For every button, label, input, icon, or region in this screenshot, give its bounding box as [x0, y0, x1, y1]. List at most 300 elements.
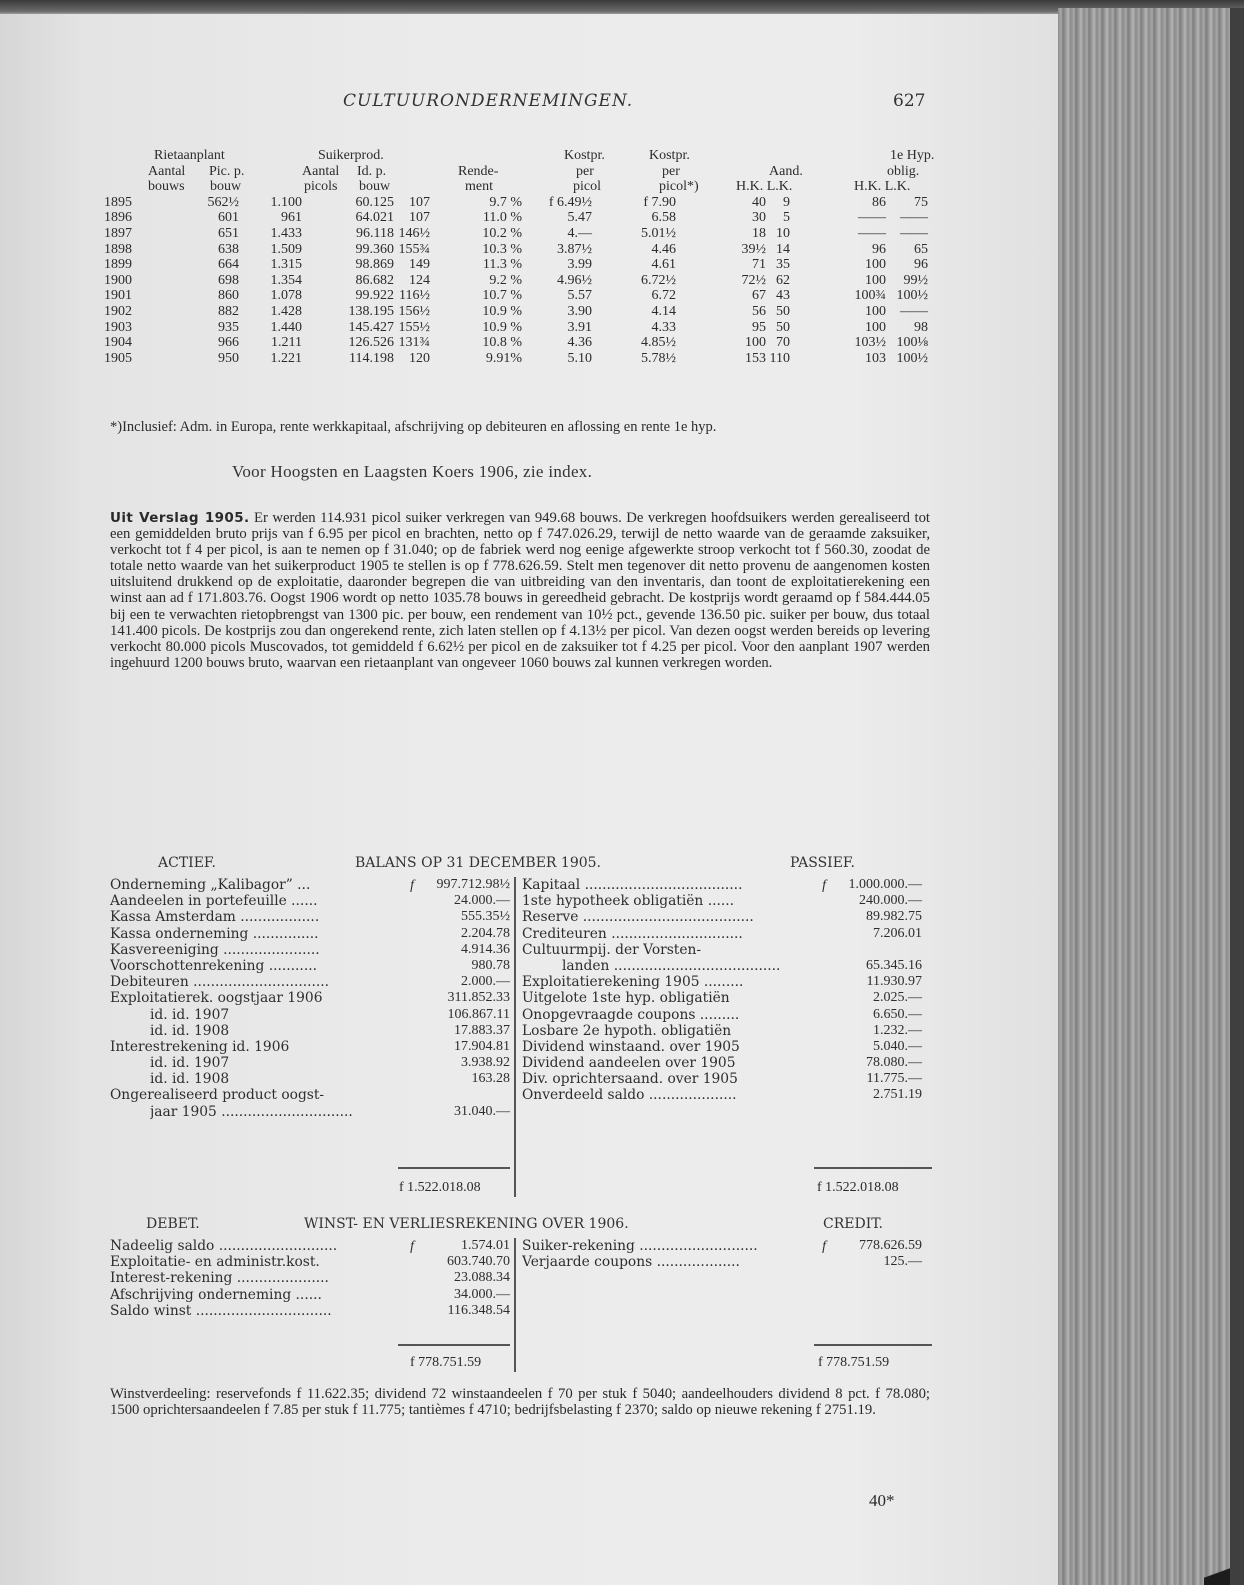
table-cell: 120 — [409, 350, 430, 366]
ledger-row — [522, 1039, 922, 1055]
table-cell: 100⅛ — [896, 335, 928, 351]
ledger-label: Kassa onderneming ............... — [110, 925, 319, 942]
table-cell: 43 — [776, 288, 790, 304]
table-cell: 65 — [914, 241, 928, 257]
row-year: 1895 — [104, 194, 132, 210]
table-cell: 1.440 — [270, 319, 302, 335]
ledger-amount: 106.867.11 — [447, 1006, 510, 1022]
table-cell: 6.72 — [651, 288, 676, 304]
annual-report-paragraph — [110, 510, 930, 671]
table-cell: 155½ — [398, 319, 430, 335]
table-cell: 966 — [218, 335, 239, 351]
table-cell: 98 — [914, 319, 928, 335]
currency-symbol: f — [822, 1238, 826, 1253]
table-cell: 14 — [776, 241, 790, 257]
header-hk-lk: H.K. L.K. — [736, 179, 793, 195]
table-cell: 103 — [865, 350, 886, 366]
table-row — [104, 195, 940, 211]
table-cell: 4.33 — [651, 319, 676, 335]
header-hk-lk-2: H.K. L.K. — [854, 179, 911, 195]
table-cell: 96.118 — [356, 225, 394, 241]
ledger-row — [110, 1104, 510, 1120]
ledger-amount: 7.206.01 — [873, 925, 922, 941]
table-row — [104, 304, 940, 320]
balance-passief-list — [522, 877, 922, 1104]
table-cell: 1.354 — [270, 272, 302, 288]
table-cell: 6.58 — [651, 210, 676, 226]
balance-total-passief: f 1.522.018.08 — [817, 1180, 899, 1195]
currency-symbol: f — [410, 1238, 414, 1253]
table-cell: —— — [858, 225, 886, 241]
pl-debet-list — [110, 1238, 510, 1319]
ledger-amount: 163.28 — [471, 1071, 510, 1087]
debet-total-rule — [398, 1344, 510, 1346]
table-cell: 30 — [752, 210, 766, 226]
ledger-label: Afschrijving onderneming ...... — [110, 1286, 322, 1303]
table-cell: 100 — [865, 319, 886, 335]
ledger-amount: 78.080.— — [866, 1055, 922, 1071]
ledger-amount: 116.348.54 — [447, 1302, 510, 1318]
ledger-row — [110, 1087, 510, 1103]
row-year: 1899 — [104, 257, 132, 273]
table-cell: 1.078 — [270, 288, 302, 304]
table-cell: 100½ — [896, 350, 928, 366]
ledger-row — [110, 990, 510, 1006]
table-cell: 1.428 — [270, 303, 302, 319]
table-cell: 1.211 — [271, 335, 302, 351]
ledger-amount: 17.883.37 — [454, 1022, 510, 1038]
footnote-text: *)Inclusief: Adm. in Europa, rente werkkapitaal, afschrijving op debiteuren en aflossing en rente 1e hyp. — [110, 419, 717, 435]
pl-divider — [514, 1238, 516, 1372]
ledger-amount: 65.345.16 — [866, 957, 922, 973]
ledger-row — [522, 1254, 922, 1270]
table-cell: —— — [900, 210, 928, 226]
ledger-label: Div. oprichtersaand. over 1905 — [522, 1071, 738, 1088]
ledger-label: Kapitaal .................................... — [522, 877, 743, 893]
table-footnote — [110, 419, 930, 436]
ledger-amount: 34.000.— — [454, 1286, 510, 1302]
header-bouw: bouw — [210, 179, 242, 195]
ledger-amount: 603.740.70 — [447, 1254, 510, 1270]
table-cell: 138.195 — [348, 303, 394, 319]
table-cell: 95 — [752, 319, 766, 335]
table-body — [104, 195, 940, 367]
ledger-amount: 2.751.19 — [873, 1087, 922, 1103]
table-cell: 5.47 — [567, 210, 592, 226]
ledger-label: Dividend aandeelen over 1905 — [522, 1055, 736, 1072]
header-suikerprod: Suikerprod. — [318, 148, 384, 163]
table-cell: 100 — [865, 257, 886, 273]
table-cell: 4.14 — [651, 303, 676, 319]
table-cell: 9.2 % — [489, 272, 522, 288]
ledger-row — [522, 1023, 922, 1039]
table-cell: 107 — [409, 194, 430, 210]
ledger-label: Cultuurmpij. der Vorsten- — [522, 941, 702, 958]
table-cell: 4.96½ — [557, 272, 592, 288]
header-kostpr-2: Kostpr. — [649, 148, 690, 163]
table-cell: 961 — [281, 210, 302, 226]
table-cell: 67 — [752, 288, 766, 304]
ledger-label: 1ste hypotheek obligatiën ...... — [522, 893, 735, 910]
table-cell: 99.922 — [355, 288, 394, 304]
table-cell: 145.427 — [348, 319, 394, 335]
header-picols: picols — [304, 179, 338, 195]
table-cell: 3.90 — [567, 303, 592, 319]
currency-symbol: f — [410, 877, 414, 892]
table-cell: 114.198 — [349, 350, 394, 366]
header-bouws: bouws — [148, 179, 185, 195]
ledger-row — [110, 1055, 510, 1071]
table-cell: 860 — [218, 288, 239, 304]
header-ment: ment — [465, 179, 493, 195]
table-cell: 10.3 % — [482, 241, 522, 257]
ledger-amount: 89.982.75 — [866, 909, 922, 925]
table-cell: 10 — [776, 225, 790, 241]
ledger-amount: 778.626.59 — [859, 1238, 922, 1253]
table-cell: 96 — [872, 241, 886, 257]
pl-credit-list — [522, 1238, 922, 1270]
table-cell: 5.10 — [567, 350, 592, 366]
header-kostpr-1: Kostpr. — [564, 148, 605, 163]
table-cell: 100½ — [896, 288, 928, 304]
header-1e-hyp: 1e Hyp. — [890, 148, 935, 163]
table-cell: 651 — [218, 225, 239, 241]
balance-divider — [514, 877, 516, 1197]
header-picol: picol — [573, 179, 601, 195]
table-row — [104, 226, 940, 242]
table-cell: 5.57 — [567, 288, 592, 304]
ledger-amount: 11.775.— — [866, 1071, 922, 1087]
signature-mark: 40* — [869, 1491, 895, 1510]
ledger-row — [522, 1055, 922, 1071]
table-cell: 10.9 % — [482, 319, 522, 335]
ledger-row — [522, 1087, 922, 1103]
ledger-row — [522, 877, 922, 893]
table-cell: 149 — [409, 257, 430, 273]
credit-total-rule — [814, 1344, 932, 1346]
table-cell: 4.61 — [651, 257, 676, 273]
table-cell: 4.85½ — [641, 335, 676, 351]
ledger-amount: 6.650.— — [873, 1006, 922, 1022]
table-cell: 96 — [914, 257, 928, 273]
table-cell: 6.72½ — [641, 272, 676, 288]
table-cell: 601 — [218, 210, 239, 226]
table-cell: 146½ — [398, 225, 430, 241]
table-cell: 4.— — [567, 225, 592, 241]
koers-reference: Voor Hoogsten en Laagsten Koers 1906, zie index. — [232, 462, 593, 481]
table-cell: 131¾ — [398, 335, 430, 351]
table-cell: 86 — [872, 194, 886, 210]
table-cell: 110 — [769, 350, 790, 366]
table-cell: 100 — [865, 272, 886, 288]
table-cell: 116½ — [399, 288, 430, 304]
ledger-amount: 311.852.33 — [447, 990, 510, 1006]
table-cell: 103½ — [854, 335, 886, 351]
ledger-amount: 4.914.36 — [461, 941, 510, 957]
table-row — [104, 273, 940, 289]
ledger-row — [110, 1039, 510, 1055]
ledger-label: Suiker-rekening ........................... — [522, 1238, 758, 1254]
ledger-row — [110, 1254, 510, 1270]
table-cell: 664 — [218, 257, 239, 273]
ledger-row — [110, 1071, 510, 1087]
table-cell: 156½ — [398, 303, 430, 319]
ledger-row — [110, 1023, 510, 1039]
ledger-label: Saldo winst ............................... — [110, 1302, 332, 1319]
ledger-amount: 555.35½ — [461, 909, 510, 925]
profit-distribution-paragraph: Winstverdeeling: reservefonds f 11.622.35; dividend 72 winstaandeelen f 70 per stuk f 5040; aandeelhouders dividend 8 pct. f 78.080; 1500 oprichtersaandeelen f 7.85 per stuk f 11.775; tantièmes f 4710; bedrijfsbelasting f 2370; saldo op nieuwe rekening f 2751.19. — [110, 1386, 930, 1419]
table-cell: 882 — [218, 303, 239, 319]
table-cell: 64.021 — [355, 210, 394, 226]
table-cell: 124 — [409, 272, 430, 288]
table-cell: 11.0 % — [482, 210, 522, 226]
table-cell: 56 — [752, 303, 766, 319]
table-cell: 100 — [745, 335, 766, 351]
ledger-row — [110, 1270, 510, 1286]
book-page-edges — [1058, 8, 1244, 1585]
ledger-row — [110, 958, 510, 974]
ledger-label: Uitgelote 1ste hyp. obligatiën — [522, 990, 730, 1007]
ledger-row — [110, 1238, 510, 1254]
ledger-label: Losbare 2e hypoth. obligatiën — [522, 1022, 732, 1039]
ledger-row — [522, 942, 922, 958]
table-cell: 153 — [745, 350, 766, 366]
running-head: CULTUURONDERNEMINGEN. — [343, 91, 634, 111]
table-cell: 9.91% — [485, 350, 522, 366]
table-cell: 155¾ — [398, 241, 430, 257]
table-cell: 1.100 — [270, 194, 302, 210]
header-per-1: per — [576, 163, 594, 179]
ledger-label: id. id. 1907 — [150, 1006, 230, 1023]
table-cell: 72½ — [741, 272, 766, 288]
header-picol-star: picol*) — [659, 179, 699, 195]
ledger-label: Aandeelen in portefeuille ...... — [110, 893, 318, 910]
table-cell: 35 — [776, 257, 790, 273]
ledger-label: Onopgevraagde coupons ......... — [522, 1006, 740, 1023]
table-cell: 5 — [783, 210, 790, 226]
pl-total-debet: f 778.751.59 — [410, 1355, 482, 1370]
ledger-label: Dividend winstaand. over 1905 — [522, 1038, 740, 1055]
ledger-row — [110, 974, 510, 990]
page-number: 627 — [893, 91, 926, 111]
ledger-label: id. id. 1907 — [150, 1055, 230, 1072]
header-aantal-2: Aantal — [302, 163, 340, 179]
passief-total-rule — [814, 1167, 932, 1169]
ledger-row — [522, 926, 922, 942]
row-year: 1905 — [104, 350, 132, 366]
table-cell: 950 — [218, 350, 239, 366]
table-cell: 50 — [776, 303, 790, 319]
ledger-row — [110, 942, 510, 958]
table-row — [104, 335, 940, 351]
header-id-p: Id. p. — [357, 163, 387, 179]
table-cell: 10.8 % — [482, 335, 522, 351]
ledger-row — [110, 877, 510, 893]
table-row — [104, 210, 940, 226]
actief-total-rule — [398, 1167, 510, 1169]
ledger-label: Interest-rekening ..................... — [110, 1270, 329, 1287]
ledger-amount: 17.904.81 — [454, 1038, 510, 1054]
ledger-amount: 23.088.34 — [454, 1270, 510, 1286]
ledger-amount: 1.232.— — [873, 1022, 922, 1038]
table-cell: 5.78½ — [641, 350, 676, 366]
ledger-amount: 1.000.000.— — [848, 877, 922, 892]
header-rende: Rende- — [458, 163, 499, 179]
header-aand: Aand. — [769, 163, 803, 179]
ledger-row — [522, 1238, 922, 1254]
header-oblig: oblig. — [887, 163, 920, 179]
table-cell: 99½ — [903, 272, 928, 288]
table-cell: 562½ — [207, 194, 239, 210]
ledger-amount: 125.— — [883, 1254, 922, 1270]
table-row — [104, 351, 940, 367]
header-bouw-2: bouw — [359, 179, 391, 195]
table-cell: 935 — [218, 319, 239, 335]
table-cell: 98.869 — [355, 257, 394, 273]
table-cell: f 7.90 — [643, 194, 676, 210]
ledger-row — [110, 1303, 510, 1319]
table-cell: 638 — [218, 241, 239, 257]
table-cell: 1.315 — [270, 257, 302, 273]
table-cell: 99.360 — [355, 241, 394, 257]
table-cell: 39½ — [741, 241, 766, 257]
table-cell: 4.36 — [567, 335, 592, 351]
row-year: 1902 — [104, 303, 132, 319]
ledger-amount: 3.938.92 — [461, 1055, 510, 1071]
table-cell: 40 — [752, 194, 766, 210]
pl-total-credit: f 778.751.59 — [818, 1355, 890, 1370]
table-cell: 1.509 — [270, 241, 302, 257]
ledger-label: Voorschottenrekening ........... — [110, 957, 317, 974]
table-cell: 3.99 — [567, 257, 592, 273]
ledger-row — [110, 1287, 510, 1303]
table-row — [104, 288, 940, 304]
table-cell: 126.526 — [348, 335, 394, 351]
table-cell: 71 — [752, 257, 766, 273]
header-pic-p: Pic. p. — [209, 163, 245, 179]
ledger-label: id. id. 1908 — [150, 1071, 230, 1088]
ledger-row — [522, 990, 922, 1006]
ledger-amount: 1.574.01 — [461, 1238, 510, 1253]
ledger-row — [522, 974, 922, 990]
table-cell: 100 — [865, 303, 886, 319]
ledger-label: Exploitatie- en administr.kost. — [110, 1254, 320, 1271]
ledger-amount: 24.000.— — [454, 893, 510, 909]
ledger-row — [522, 909, 922, 925]
table-cell: —— — [900, 303, 928, 319]
table-cell: 60.125 — [355, 194, 394, 210]
ledger-row — [110, 1007, 510, 1023]
ledger-label: Debiteuren ............................... — [110, 974, 330, 991]
credit-heading: CREDIT. — [823, 1216, 883, 1232]
report-text: Er werden 114.931 picol suiker verkregen van 949.68 bouws. De verkregen hoofdsuikers werden gerealiseerd tot een gemiddelden bruto prijs van f 6.95 per picol en brachten, netto op f 747.026.29, terwijl de netto waarde van de geraamde zaksuiker, verkocht tot f 4 per picol, is aan te nemen op f 31.040; op de fabriek werd nog eenige afgewerkte stroop verkocht tot f 560.30, zoodat de totale netto waarde van het suikerproduct 1905 te stellen is op f 778.626.59. Stelt men tegenover dit netto provenu de aangenomen kosten uitsluitend drukkend op de exploitatie, daaronder begrepen die van uitbreiding van den inventaris, dan toont de exploitatierekening een winst aan ad f 171.803.76. Oogst 1906 wordt op netto 1035.78 bouws in gereedheid gebracht. De kostprijs wordt geraamd op f 584.444.05 bij een te verwachten rietopbrengst van 1300 pic. per bouw, een rendement van 10½ pct., gevende 136.50 pic. suiker per bouw, dus totaal 141.400 picols. De kostprijs zou dan ongerekend rente, zich laten stellen op f 4.13½ per picol. Van dezen oogst werden bereids op levering verkocht 80.000 picols Muscovados, tot gemiddeld f 6.62½ per picol en de zaksuiker tot f 4.25 per picol. Voor den aanplant 1907 werden ingehuurd 1200 bouws bruto, waarvan een rietaanplant van ongeveer 1060 bouws zal kunnen verkregen worden. — [110, 510, 931, 671]
header-aantal: Aantal — [148, 163, 186, 179]
ledger-row — [522, 1071, 922, 1087]
table-row — [104, 320, 940, 336]
table-cell: 10.9 % — [482, 303, 522, 319]
report-heading: Uit Verslag 1905. — [110, 510, 250, 526]
ledger-label: Exploitatierek. oogstjaar 1906 — [110, 990, 323, 1007]
ledger-label: Crediteuren .............................. — [522, 925, 743, 942]
table-cell: 50 — [776, 319, 790, 335]
balance-title: BALANS OP 31 DECEMBER 1905. — [355, 855, 601, 871]
ledger-label: Onverdeeld saldo .................... — [522, 1087, 737, 1104]
ledger-label: Ongerealiseerd product oogst- — [110, 1087, 325, 1104]
table-cell: 62 — [776, 272, 790, 288]
ledger-row — [110, 893, 510, 909]
table-cell: 5.01½ — [641, 225, 676, 241]
row-year: 1900 — [104, 272, 132, 288]
table-cell: 3.91 — [567, 319, 592, 335]
balance-actief-list — [110, 877, 510, 1120]
table-cell: 11.3 % — [482, 257, 522, 273]
ledger-label: Onderneming „Kalibagor” ... — [110, 877, 311, 893]
ledger-label: landen ...................................... — [562, 957, 781, 974]
ledger-amount: 5.040.— — [873, 1038, 922, 1054]
table-cell: 9 — [783, 194, 790, 210]
row-year: 1898 — [104, 241, 132, 257]
ledger-row — [522, 1007, 922, 1023]
table-cell: 1.221 — [270, 350, 302, 366]
ledger-amount: 2.204.78 — [461, 925, 510, 941]
table-cell: 9.7 % — [489, 194, 522, 210]
table-cell: —— — [900, 225, 928, 241]
table-cell: 3.87½ — [557, 241, 592, 257]
table-cell: f 6.49½ — [548, 194, 592, 210]
header-rietaanplant: Rietaanplant — [154, 148, 225, 163]
row-year: 1896 — [104, 210, 132, 226]
ledger-amount: 240.000.— — [859, 893, 922, 909]
table-cell: 70 — [776, 335, 790, 351]
table-cell: —— — [858, 210, 886, 226]
table-cell: 75 — [914, 194, 928, 210]
currency-symbol: f — [822, 877, 826, 892]
passief-heading: PASSIEF. — [790, 855, 855, 871]
book-corner — [1204, 1555, 1244, 1585]
debet-heading: DEBET. — [146, 1216, 200, 1232]
table-cell: 4.46 — [651, 241, 676, 257]
row-year: 1904 — [104, 335, 132, 351]
ledger-row — [522, 958, 922, 974]
table-cell: 1.433 — [270, 225, 302, 241]
ledger-amount: 980.78 — [471, 957, 510, 973]
profit-loss-title: WINST- EN VERLIESREKENING OVER 1906. — [304, 1216, 629, 1232]
table-header-row-2 — [104, 164, 940, 180]
row-year: 1897 — [104, 225, 132, 241]
ledger-amount: 11.930.97 — [866, 974, 922, 990]
table-cell: 86.682 — [355, 272, 394, 288]
table-row — [104, 257, 940, 273]
ledger-label: id. id. 1908 — [150, 1022, 230, 1039]
ledger-label: Kassa Amsterdam .................. — [110, 909, 320, 926]
ledger-label: Interestrekening id. 1906 — [110, 1038, 290, 1055]
ledger-row — [522, 893, 922, 909]
table-cell: 10.7 % — [482, 288, 522, 304]
ledger-label: Verjaarde coupons ................... — [522, 1254, 740, 1271]
ledger-label: Nadeelig saldo ........................... — [110, 1238, 338, 1254]
table-row — [104, 242, 940, 258]
row-year: 1903 — [104, 319, 132, 335]
table-header-row-1 — [104, 148, 940, 164]
table-header-row-3 — [104, 179, 940, 195]
ledger-label: Exploitatierekening 1905 ......... — [522, 974, 744, 991]
header-per-2: per — [662, 163, 680, 179]
table-cell: 107 — [409, 210, 430, 226]
statistics-table — [104, 148, 940, 366]
ledger-amount: 2.025.— — [873, 990, 922, 1006]
table-cell: 18 — [752, 225, 766, 241]
ledger-amount: 2.000.— — [461, 974, 510, 990]
